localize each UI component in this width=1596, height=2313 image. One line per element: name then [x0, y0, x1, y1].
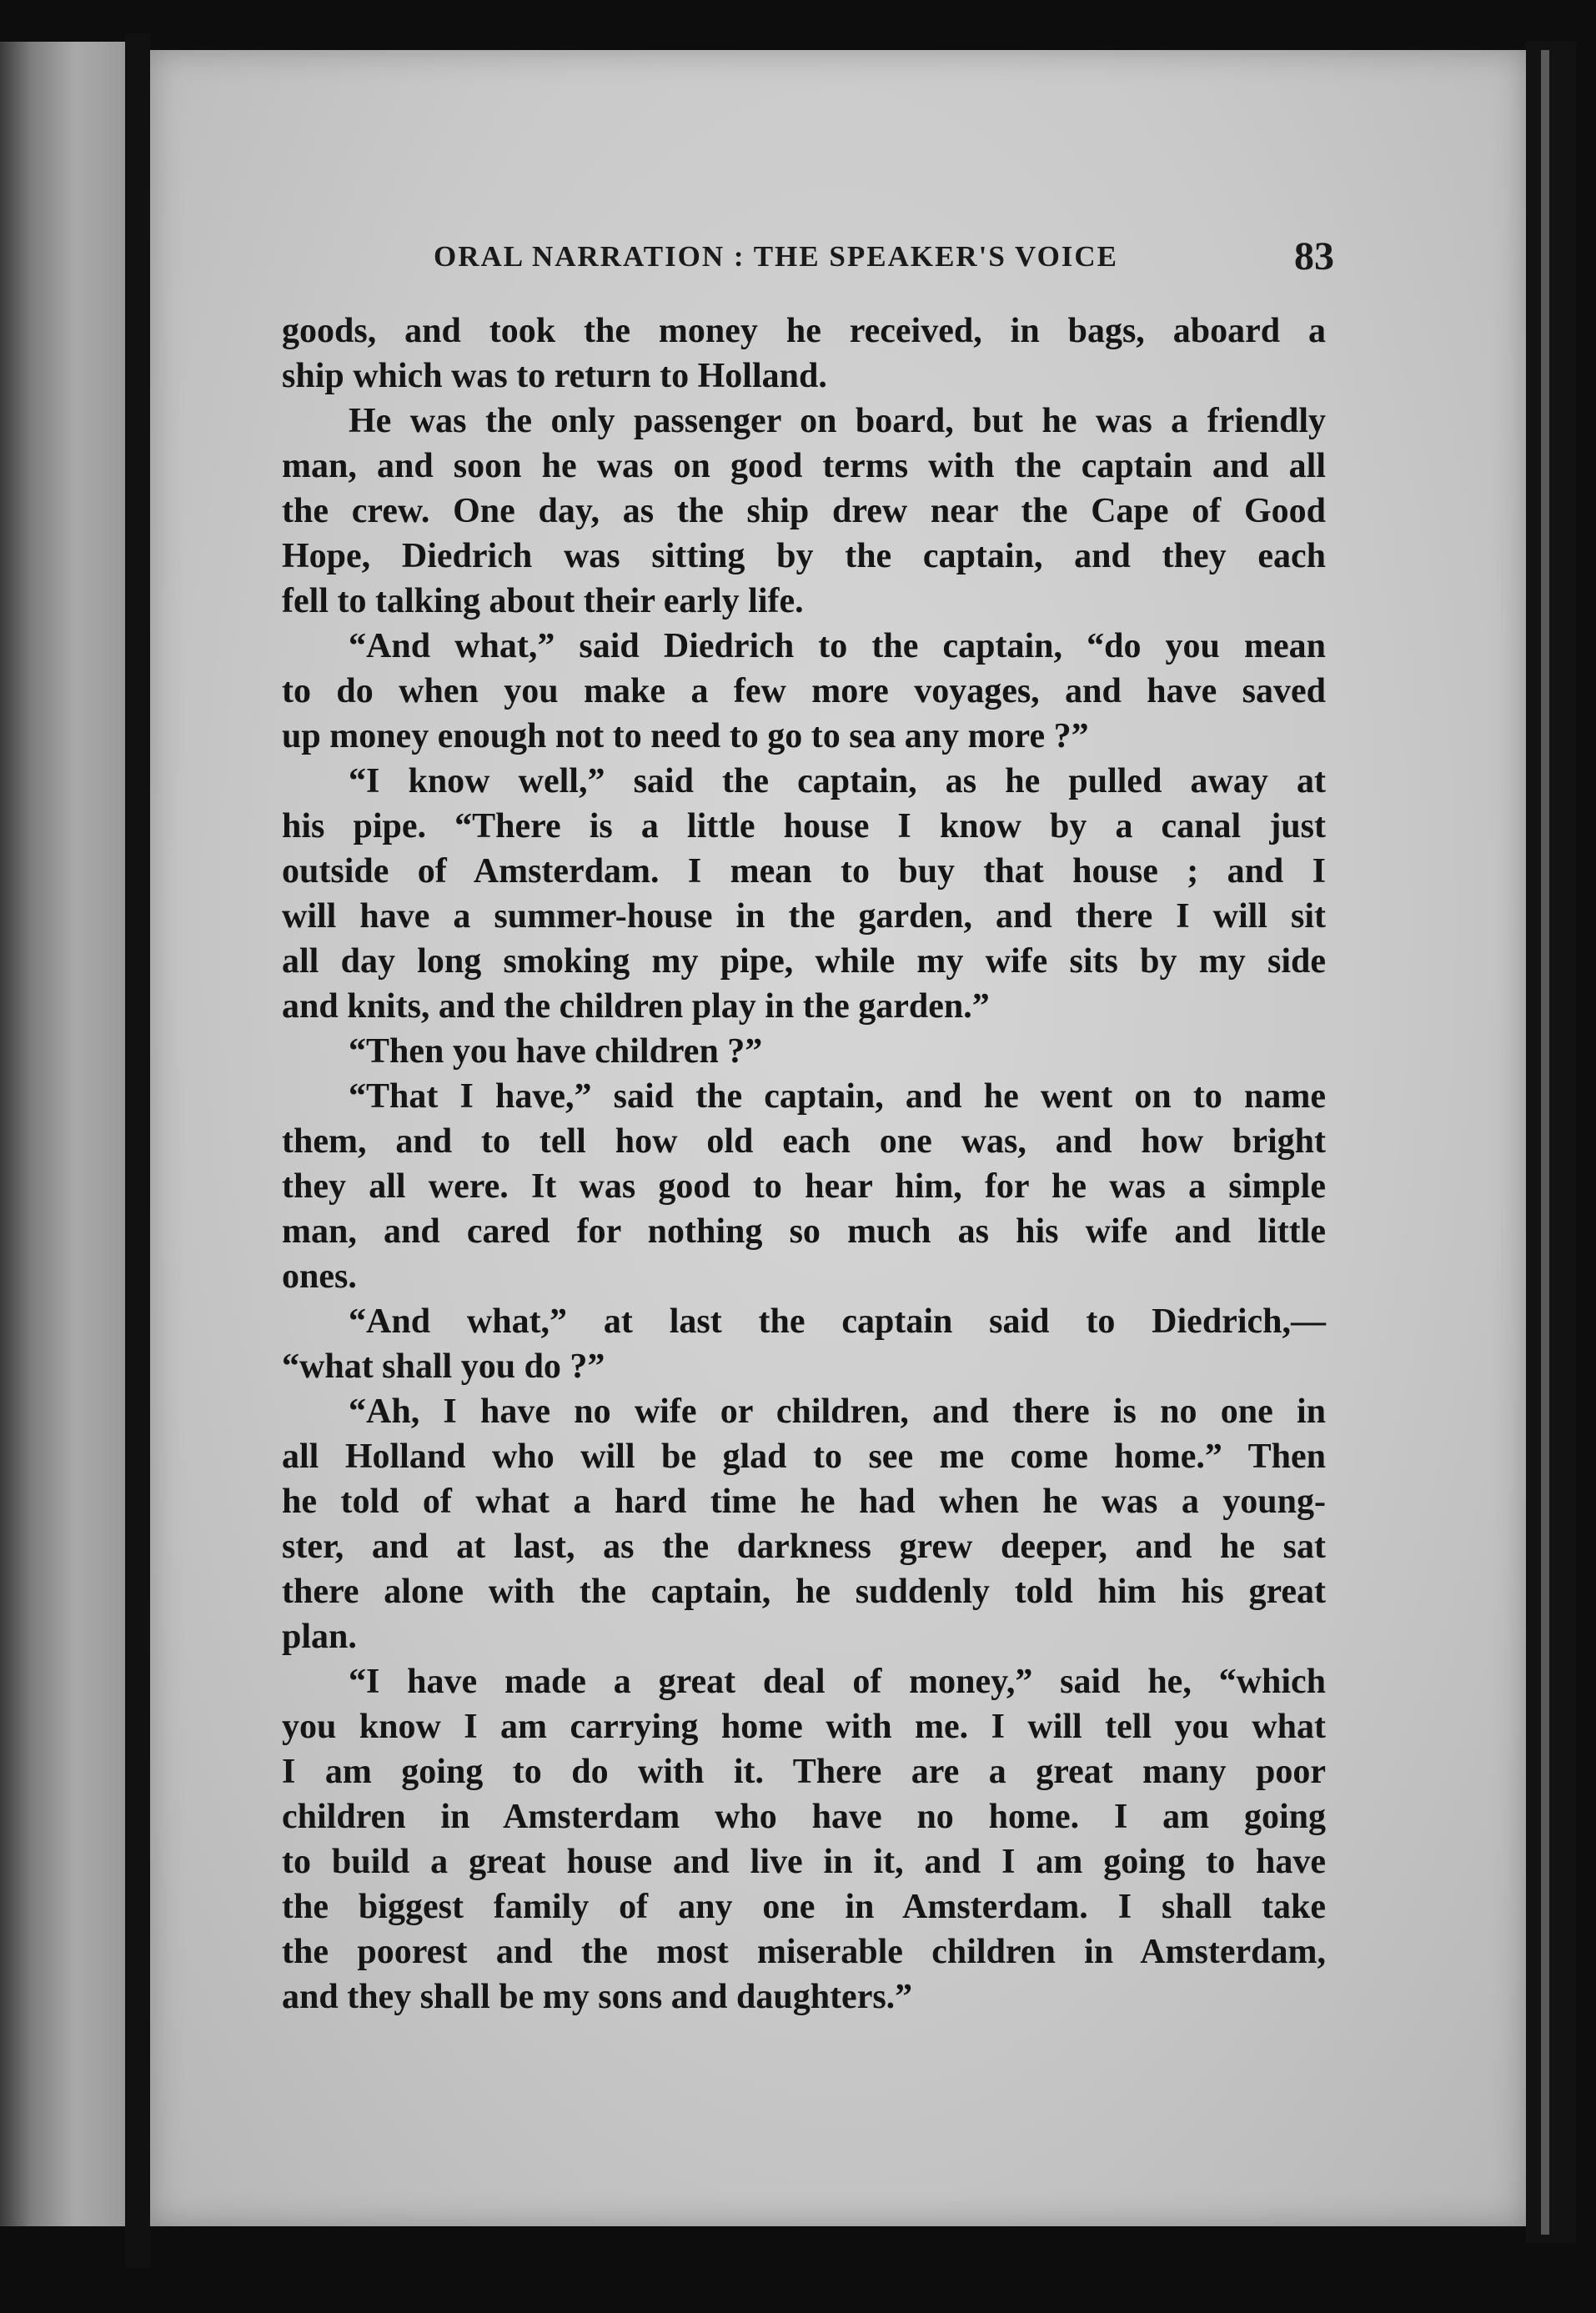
text-line: up money enough not to need to go to sea any more ?”	[282, 717, 1089, 755]
text-line: Hope, Diedrich was sitting by the captain, and they each	[282, 537, 1326, 575]
page-right-edge-line	[1541, 50, 1549, 2235]
text-line: “I have made a great deal of money,” said he, “which	[349, 1663, 1326, 1701]
text-line: they all were. It was good to hear him, for he was a simple	[282, 1167, 1326, 1206]
text-line: all Holland who will be glad to see me come home.” Then	[282, 1437, 1326, 1476]
text-line: and knits, and the children play in the garden.”	[282, 987, 990, 1026]
text-line: them, and to tell how old each one was, and how bright	[282, 1122, 1326, 1161]
text-line: ones.	[282, 1257, 357, 1296]
text-line: will have a summer-house in the garden, and there I will sit	[282, 897, 1326, 936]
text-line: all day long smoking my pipe, while my wife sits by my side	[282, 942, 1326, 981]
text-line: the crew. One day, as the ship drew near the Cape of Good	[282, 492, 1326, 530]
text-line: “Then you have children ?”	[349, 1032, 763, 1071]
text-line: plan.	[282, 1618, 357, 1656]
binding-gutter	[125, 33, 150, 2268]
text-line: “And what,” at last the captain said to Diedrich,—	[349, 1302, 1326, 1341]
text-line: “what shall you do ?”	[282, 1347, 605, 1386]
text-line: to build a great house and live in it, and I am going to have	[282, 1843, 1326, 1881]
body-text	[282, 309, 1326, 2019]
page-header	[284, 233, 1334, 283]
running-head: ORAL NARRATION : THE SPEAKER'S VOICE	[434, 240, 1119, 273]
text-line: fell to talking about their early life.	[282, 582, 804, 620]
text-line: you know I am carrying home with me. I will tell you what	[282, 1708, 1326, 1746]
text-line: goods, and took the money he received, in bags, aboard a	[282, 312, 1326, 350]
text-line: “I know well,” said the captain, as he pulled away at	[349, 762, 1326, 800]
text-line: children in Amsterdam who have no home. I am going	[282, 1798, 1326, 1836]
text-line: ster, and at last, as the darkness grew deeper, and he sat	[282, 1528, 1326, 1566]
text-line: ship which was to return to Holland.	[282, 357, 827, 395]
text-line: to do when you make a few more voyages, and have saved	[282, 672, 1326, 710]
text-line: he told of what a hard time he had when he was a young-	[282, 1483, 1326, 1521]
page-right-border	[1526, 42, 1576, 2243]
text-line: He was the only passenger on board, but he was a friendly	[349, 402, 1326, 440]
text-line: the poorest and the most miserable children in Amsterdam,	[282, 1933, 1326, 1971]
text-line: I am going to do with it. There are a great many poor	[282, 1753, 1326, 1791]
page-number: 83	[1294, 234, 1334, 278]
text-line: the biggest family of any one in Amsterdam. I shall take	[282, 1888, 1326, 1926]
text-line: man, and cared for nothing so much as his wife and little	[282, 1212, 1326, 1251]
text-line: “And what,” said Diedrich to the captain, “do you mean	[349, 627, 1326, 665]
text-line: “Ah, I have no wife or children, and there is no one in	[349, 1392, 1326, 1431]
text-line: “That I have,” said the captain, and he went on to name	[349, 1077, 1326, 1116]
text-line: his pipe. “There is a little house I know by a canal just	[282, 807, 1326, 845]
text-line: man, and soon he was on good terms with the captain and all	[282, 447, 1326, 485]
facing-page-edge	[0, 42, 125, 2226]
text-line: there alone with the captain, he suddenly told him his great	[282, 1573, 1326, 1611]
text-line: outside of Amsterdam. I mean to buy that house ; and I	[282, 852, 1326, 891]
text-line: and they shall be my sons and daughters.”	[282, 1978, 913, 2016]
